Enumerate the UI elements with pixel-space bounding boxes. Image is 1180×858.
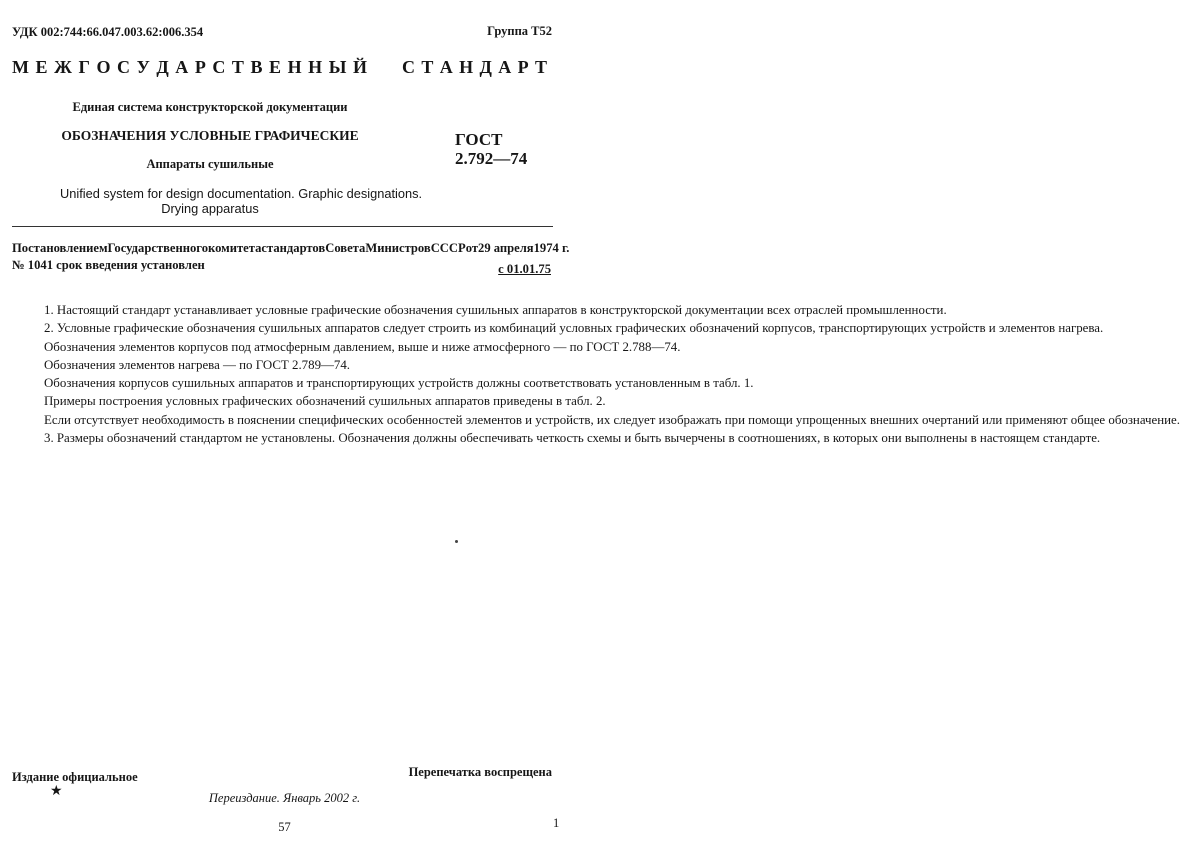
heading-letter: О	[96, 57, 111, 77]
heading-letter: Н	[308, 57, 323, 77]
header-divider	[12, 226, 553, 227]
heading-letter: В	[250, 57, 263, 77]
heading-letter: У	[136, 57, 150, 77]
standard-heading	[402, 57, 547, 81]
paragraph: 2. Условные графические обозначения сушильных аппаратов следует строить из комбинаций условных графических обозначений корпусов, транспортирующих устройств и элементов нагрева.	[44, 321, 1104, 336]
star-icon: ★	[50, 784, 63, 799]
heading-letter: Й	[352, 57, 367, 77]
reissue-note: Переиздание. Январь 2002 г.	[208, 791, 361, 805]
english-subtitle: Drying apparatus	[161, 201, 259, 216]
gost-number: 2.792—74	[455, 149, 528, 168]
heading-letter: А	[439, 57, 453, 77]
resolution-word: Постановлением	[12, 241, 108, 255]
reprint-notice: Перепечатка воспрещена	[408, 765, 552, 779]
effective-date: с 01.01.75	[498, 262, 551, 276]
official-edition: Издание официальное	[12, 770, 138, 784]
resolution-word: СССР	[430, 241, 466, 255]
heading-letter: С	[117, 57, 131, 77]
group-code: Группа Т52	[487, 24, 552, 38]
paragraph: Обозначения элементов корпусов под атмосферным давлением, выше и ниже атмосферного — по ГОСТ 2.788—74.	[44, 339, 681, 354]
heading-letter: С	[212, 57, 226, 77]
margin-number: 1	[553, 816, 560, 830]
paragraph: 1. Настоящий стандарт устанавливает условные графические обозначения сушильных аппаратов в конструкторской документации всех отраслей промышленности.	[44, 303, 947, 317]
resolution-word: комитета	[208, 241, 262, 255]
heading-letter: Р	[194, 57, 206, 77]
paragraph: 3. Размеры обозначений стандартом не установлены. Обозначения должны обеспечивать четкость схемы и быть вычерчены в соотношениях, в которых они выполнены в настоящем стандарте.	[44, 431, 1101, 446]
resolution-line-1	[12, 240, 570, 257]
resolution-word: Государственного	[107, 241, 209, 255]
paragraph: Если отсутствует необходимость в пояснении специфических особенностей элементов и устройств, их следует изображать при помощи упрощенных внешних очертаний или применяют общее обозначение.	[44, 412, 1180, 427]
resolution-line-2: № 1041 срок введения установлен	[12, 258, 205, 272]
heading-letter: Д	[156, 57, 169, 77]
heading-letter: Ы	[328, 57, 347, 77]
resolution-word: Совета	[325, 241, 366, 255]
heading-letter: Т	[421, 57, 434, 77]
interstate-heading	[12, 57, 367, 81]
speck-mark	[455, 540, 458, 543]
document-title: ОБОЗНАЧЕНИЯ УСЛОВНЫЕ ГРАФИЧЕСКИЕ	[61, 128, 359, 143]
heading-letter: А	[498, 57, 512, 77]
document-subtitle: Аппараты сушильные	[146, 157, 274, 171]
body-text	[14, 302, 1180, 446]
heading-letter: С	[402, 57, 415, 77]
heading-letter: Ж	[54, 57, 72, 77]
resolution-word: стандартов	[261, 241, 326, 255]
resolution-word: 1974 г.	[533, 241, 570, 255]
heading-letter: Е	[269, 57, 282, 77]
udk-code: УДК 002:744:66.047.003.62:006.354	[12, 25, 204, 39]
paragraph: Примеры построения условных графических обозначений сушильных аппаратов приведены в табл. 2.	[44, 394, 606, 409]
heading-letter: Т	[534, 57, 547, 77]
page-number: 57	[278, 820, 291, 834]
heading-letter: М	[12, 57, 29, 77]
heading-letter: Н	[459, 57, 474, 77]
heading-letter: Н	[287, 57, 302, 77]
heading-letter: А	[175, 57, 189, 77]
heading-letter: Е	[35, 57, 48, 77]
gost-designation	[455, 130, 527, 168]
paragraph: Обозначения элементов нагрева — по ГОСТ 2.789—74.	[44, 357, 351, 372]
resolution-word: от	[465, 241, 479, 255]
heading-letter: Т	[231, 57, 244, 77]
system-name: Единая система конструкторской документации	[72, 100, 348, 114]
resolution-word: Министров	[365, 241, 431, 255]
resolution-word: 29 апреля	[478, 241, 534, 255]
heading-letter: Р	[517, 57, 529, 77]
heading-letter: Д	[479, 57, 492, 77]
heading-letter: Г	[78, 57, 90, 77]
paragraph: Обозначения корпусов сушильных аппаратов и транспортирующих устройств должны соответствовать установленным в табл. 1.	[44, 376, 754, 391]
gost-label: ГОСТ	[455, 130, 503, 149]
english-title: Unified system for design documentation. Graphic designations.	[60, 186, 423, 201]
resolution-block	[12, 240, 570, 274]
